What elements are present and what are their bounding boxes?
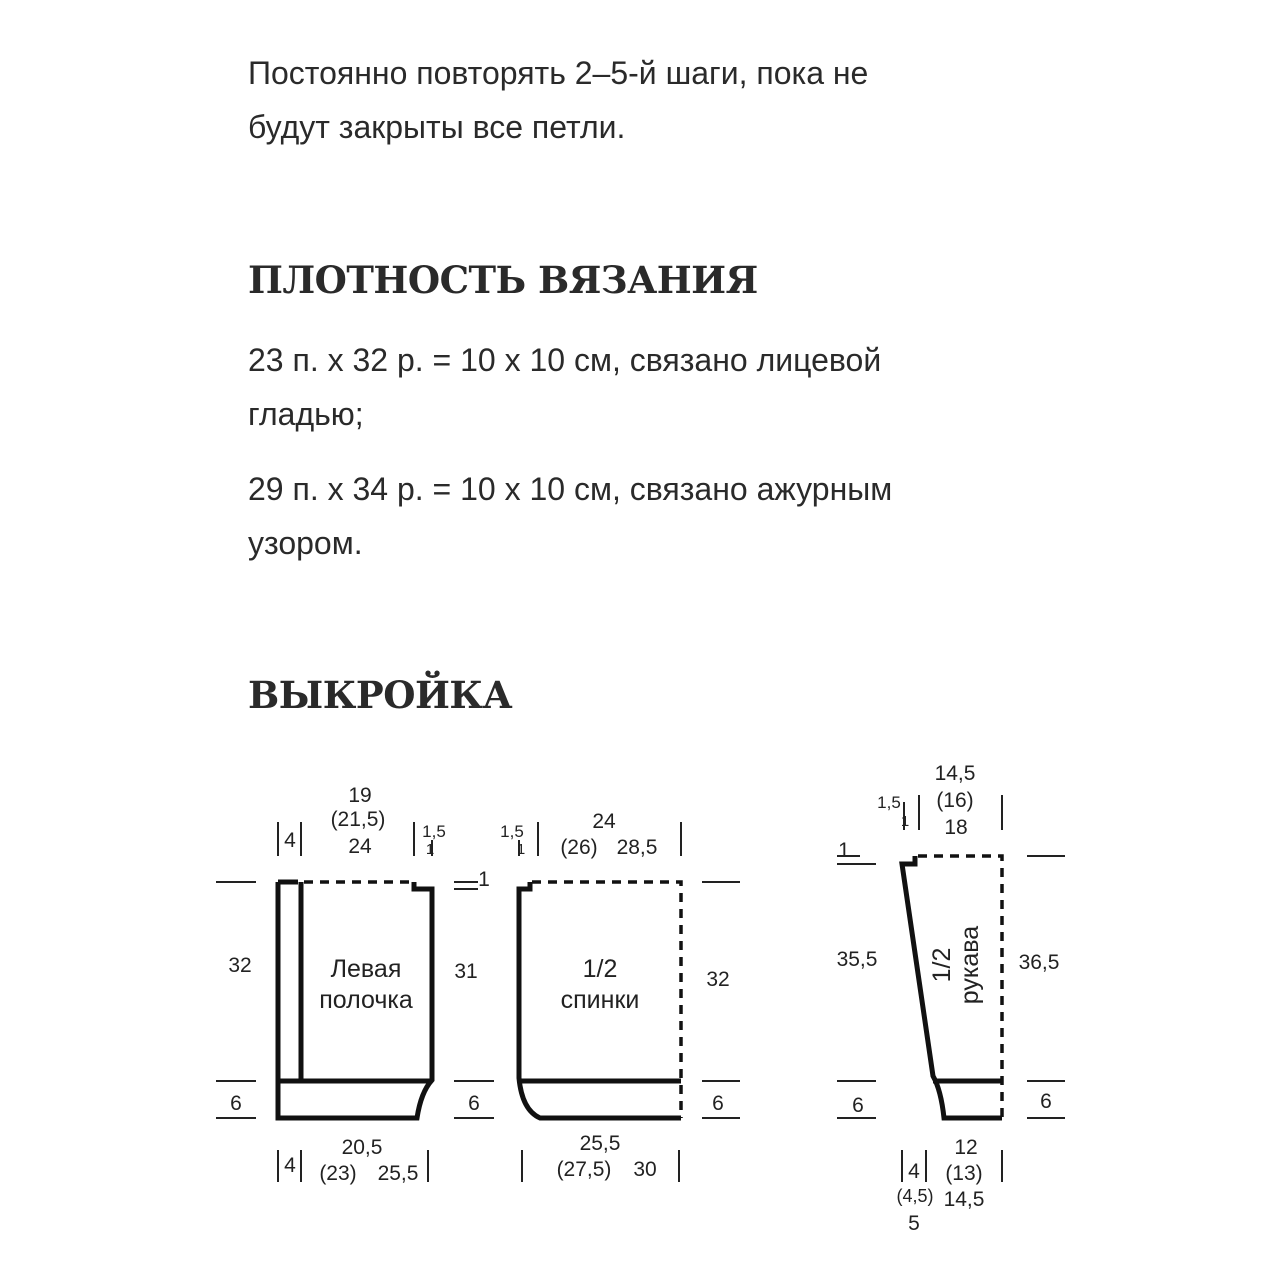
- sleeve-piece: [902, 856, 1002, 1118]
- left-front-label-1: Левая: [330, 955, 402, 983]
- left-front-right-height: 31: [454, 960, 478, 983]
- sleeve-top-step: 1,5: [877, 793, 901, 812]
- left-front-band-top: 4: [284, 829, 296, 852]
- left-front-shoulder-step: 1,5: [422, 822, 446, 841]
- left-front-right-offset: 1: [478, 868, 490, 891]
- left-front-left-height: 32: [228, 954, 252, 977]
- sleeve-top-width-2: (16): [936, 789, 974, 812]
- sleeve-bottom-width-1: 12: [954, 1136, 978, 1159]
- left-front-bottom-width-1: 20,5: [341, 1136, 383, 1159]
- back-top-step-small: 1: [516, 841, 526, 858]
- left-front-label-2: полочка: [319, 986, 413, 1014]
- pattern-heading: ВЫКРОЙКА: [248, 673, 513, 717]
- left-front-shoulder-step-small: 1: [425, 841, 435, 858]
- gauge-p2-line-2: узором.: [248, 525, 363, 561]
- sleeve-bottom-width-2: (13): [945, 1162, 983, 1185]
- sleeve-bottom-band-2: (4,5): [896, 1186, 934, 1206]
- gauge-p1-line-1: 23 п. х 32 р. = 10 х 10 см, связано лицевой: [248, 342, 882, 378]
- back-bottom-width-1: 25,5: [579, 1132, 621, 1155]
- sleeve-top-width-1: 14,5: [934, 762, 976, 785]
- back-right-height: 32: [706, 968, 730, 991]
- left-front-bottom-width-3: 25,5: [377, 1162, 419, 1185]
- back-top-width-2: (26): [560, 836, 598, 859]
- left-front-hem-right: 6: [468, 1092, 480, 1115]
- left-front-hem-left: 6: [230, 1092, 242, 1115]
- back-label-2: спинки: [560, 986, 640, 1014]
- sleeve-label-1: 1/2: [928, 947, 956, 983]
- gauge-paragraph-1: [248, 333, 1048, 441]
- sleeve-label-2: рукава: [956, 925, 984, 1005]
- pattern-diagram: [0, 740, 1280, 1250]
- gauge-p1-line-2: гладью;: [248, 396, 364, 432]
- back-bottom-width-3: 30: [633, 1158, 657, 1181]
- sleeve-right-height: 36,5: [1018, 951, 1060, 974]
- sleeve-bottom-band-3: 5: [908, 1212, 920, 1235]
- sleeve-bottom-band-1: 4: [908, 1160, 920, 1183]
- back-top-step: 1,5: [500, 822, 524, 841]
- left-front-top-width-3: 24: [348, 835, 372, 858]
- back-top-width-3: 28,5: [616, 836, 658, 859]
- left-front-top-width-2: (21,5): [330, 808, 386, 831]
- left-front-notch: [414, 882, 432, 892]
- sleeve-left-offset: 1: [838, 839, 850, 862]
- back-label-1: 1/2: [582, 955, 618, 983]
- sleeve-top-width-3: 18: [944, 816, 968, 839]
- left-front-bottom-band: 4: [284, 1154, 296, 1177]
- sleeve-hem-left: 6: [852, 1094, 864, 1117]
- gauge-paragraph-2: [248, 462, 1048, 570]
- intro-paragraph: [248, 46, 1048, 154]
- intro-line-1: Постоянно повторять 2–5-й шаги, пока не: [248, 55, 869, 91]
- left-front-top-width-1: 19: [348, 784, 372, 807]
- sleeve-hem-right: 6: [1040, 1090, 1052, 1113]
- intro-line-2: будут закрыты все петли.: [248, 109, 626, 145]
- back-bottom-width-2: (27,5): [556, 1158, 612, 1181]
- gauge-p2-line-1: 29 п. х 34 р. = 10 х 10 см, связано ажурным: [248, 471, 893, 507]
- sleeve-left-height: 35,5: [836, 948, 878, 971]
- back-hem-height: 6: [712, 1092, 724, 1115]
- back-top-width-1: 24: [592, 810, 616, 833]
- sleeve-bottom-width-3: 14,5: [943, 1188, 985, 1211]
- sleeve-top-step-small: 1: [900, 813, 910, 830]
- left-front-bottom-width-2: (23): [319, 1162, 357, 1185]
- gauge-heading: ПЛОТНОСТЬ ВЯЗАНИЯ: [248, 258, 758, 302]
